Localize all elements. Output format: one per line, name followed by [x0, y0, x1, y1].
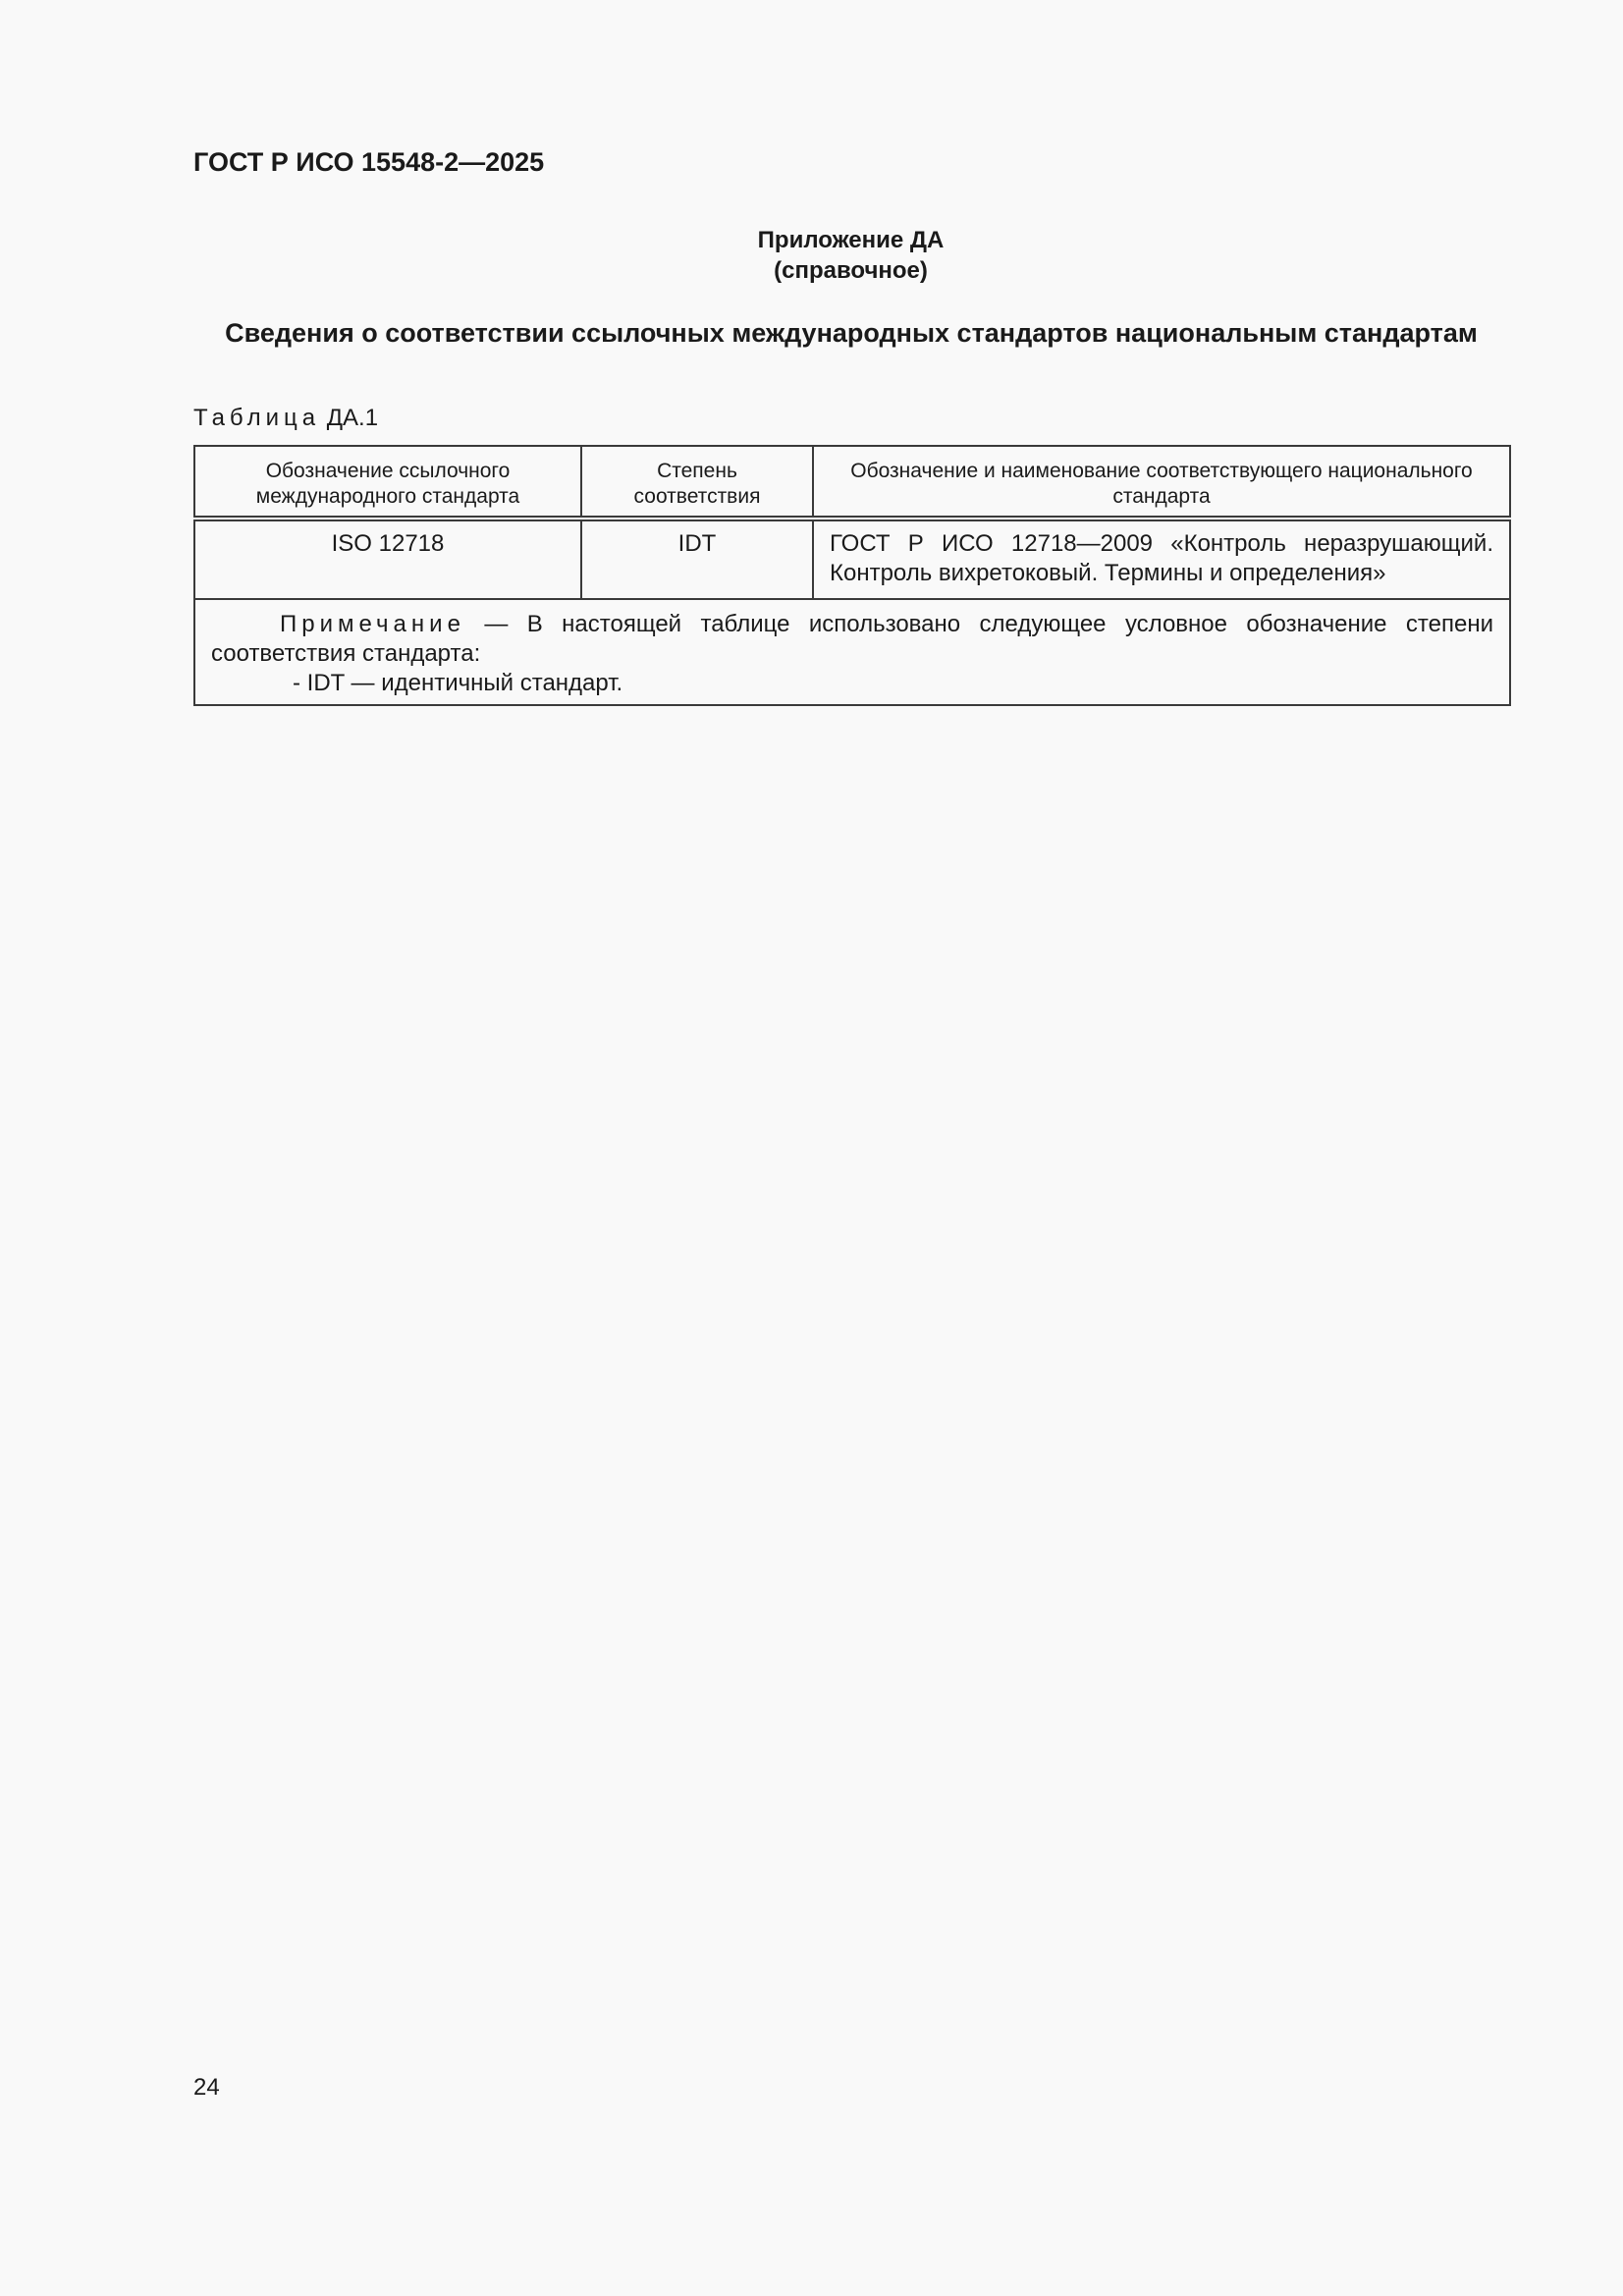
note-label: Примечание — [280, 611, 465, 637]
annex-type: (справочное) — [774, 257, 928, 284]
page-number: 24 — [193, 2074, 220, 2101]
reference-table — [193, 445, 1511, 706]
table-caption-number: ДА.1 — [326, 405, 379, 431]
table-note-row — [194, 599, 1510, 705]
reference-table-container — [193, 445, 1509, 706]
table-row — [194, 519, 1510, 599]
note-text-line2: соответствия стандарта: — [211, 640, 481, 667]
annex-section-title: Сведения о соответствии ссылочных международных стандартов национальным стандартам — [225, 318, 1478, 348]
cell-national-standard: ГОСТ Р ИСО 12718—2009 «Контроль неразрушающий. Контроль вихретоковый. Термины и определения» — [813, 519, 1510, 599]
document-code: ГОСТ Р ИСО 15548-2—2025 — [193, 147, 545, 177]
column-header-degree: Степень соответствия — [581, 446, 813, 519]
note-first-line — [211, 610, 1493, 639]
table-header-row — [194, 446, 1510, 519]
table-caption-label: Таблица — [193, 405, 321, 431]
annex-name: Приложение ДА — [757, 227, 945, 253]
cell-degree: IDT — [581, 519, 813, 599]
note-text-line1: — В настоящей таблице использовано следующее условное обозначение степени — [484, 611, 1494, 637]
note-list-item: - IDT — идентичный стандарт. — [293, 670, 623, 696]
column-header-national-standard: Обозначение и наименование соответствующего национального стандарта — [813, 446, 1510, 519]
column-header-intl-standard: Обозначение ссылочного международного стандарта — [194, 446, 581, 519]
table-note — [194, 599, 1510, 705]
table-caption — [193, 405, 378, 432]
cell-intl-standard: ISO 12718 — [194, 519, 581, 599]
